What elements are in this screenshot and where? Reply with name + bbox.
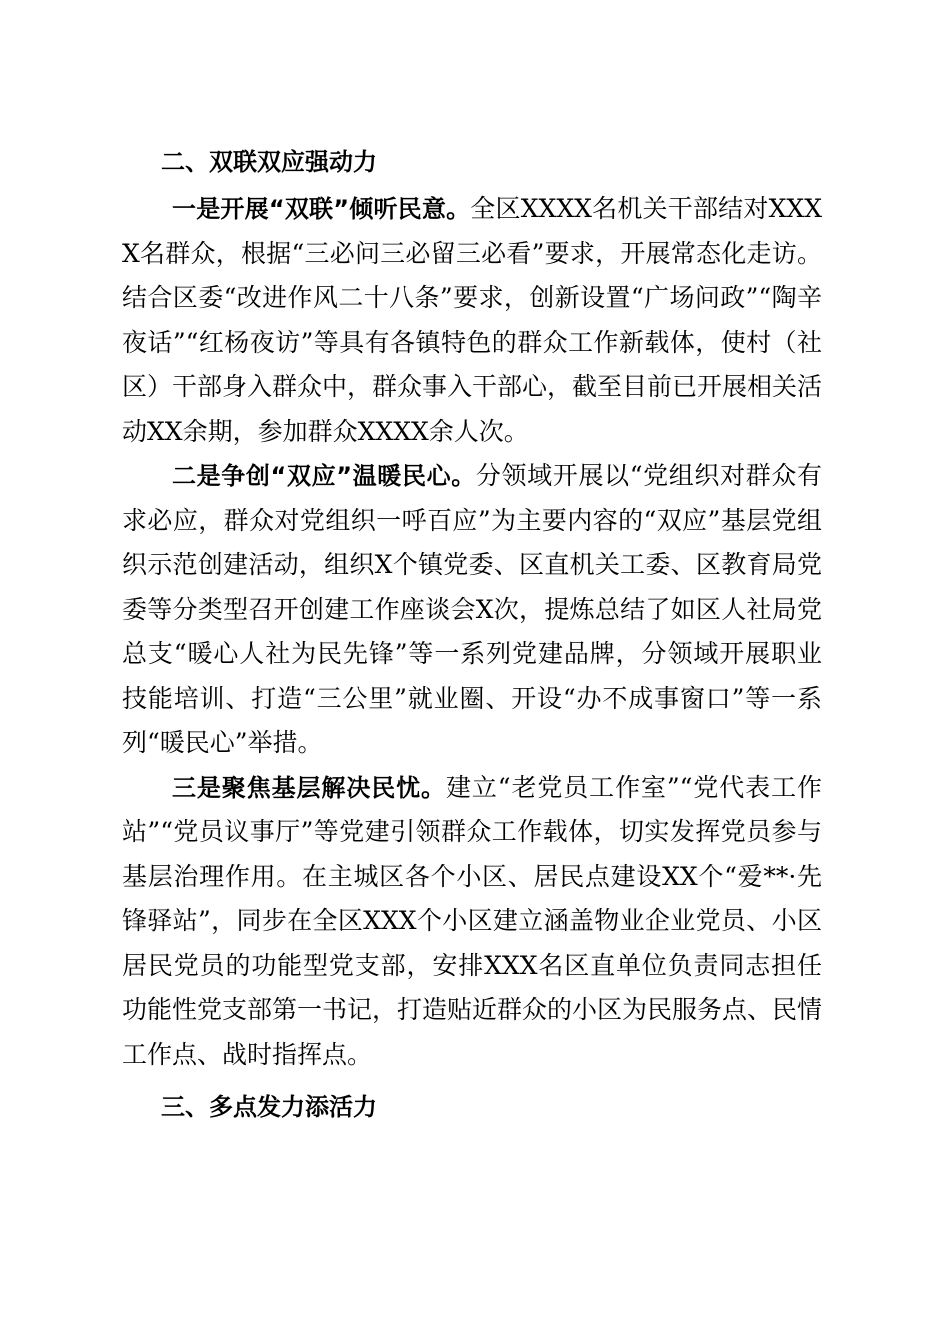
paragraph-dual-response [122, 454, 822, 766]
paragraph-lead: 二是争创“双应”温暖民心。 [172, 462, 476, 490]
paragraph-body: 建立“老党员工作室”“党代表工作站”“党员议事厅”等党建引领群众工作载体，切实发挥党员参与基层治理作用。在主城区各个小区、居民点建设XX个“爱**·先锋驿站”，同步在全区XXX个小区建立涵盖物业企业党员、小区居民党员的功能型党支部，安排XXX名区直单位负责同志担任功能性党支部第一书记，打造贴近群众的小区为民服务点、民情工作点、战时指挥点。 [122, 772, 823, 1069]
paragraph-grassroots [122, 766, 822, 1078]
section-heading-2: 二、双联双应强动力 [161, 148, 377, 176]
paragraph-body: 全区XXXX名机关干部结对XXXX名群众，根据“三必问三必留三必看”要求，开展常态化走访。结合区委“改进作风二十八条”要求，创新设置“广场问政”“陶辛夜话”“红杨夜访”等具有各镇特色的群众工作新载体，使村（社区）干部身入群众中，群众事入干部心，截至目前已开展相关活动XX余期，参加群众XXXX余人次。 [122, 194, 823, 446]
paragraph-lead: 一是开展“双联”倾听民意。 [172, 195, 471, 223]
paragraph-dual-contact [122, 187, 822, 454]
section-heading-3: 三、多点发力添活力 [161, 1093, 377, 1121]
paragraph-body: 分领域开展以“党组织对群众有求必应，群众对党组织一呼百应”为主要内容的“双应”基层党组织示范创建活动，组织X个镇党委、区直机关工委、区教育局党委等分类型召开创建工作座谈会X次，提炼总结了如区人社局党总支“暖心人社为民先锋”等一系列党建品牌，分领域开展职业技能培训、打造“三公里”就业圈、开设“办不成事窗口”等一系列“暖民心”举措。 [122, 461, 822, 757]
paragraph-lead: 三是聚焦基层解决民忧。 [172, 773, 446, 802]
document-body [122, 137, 822, 1132]
